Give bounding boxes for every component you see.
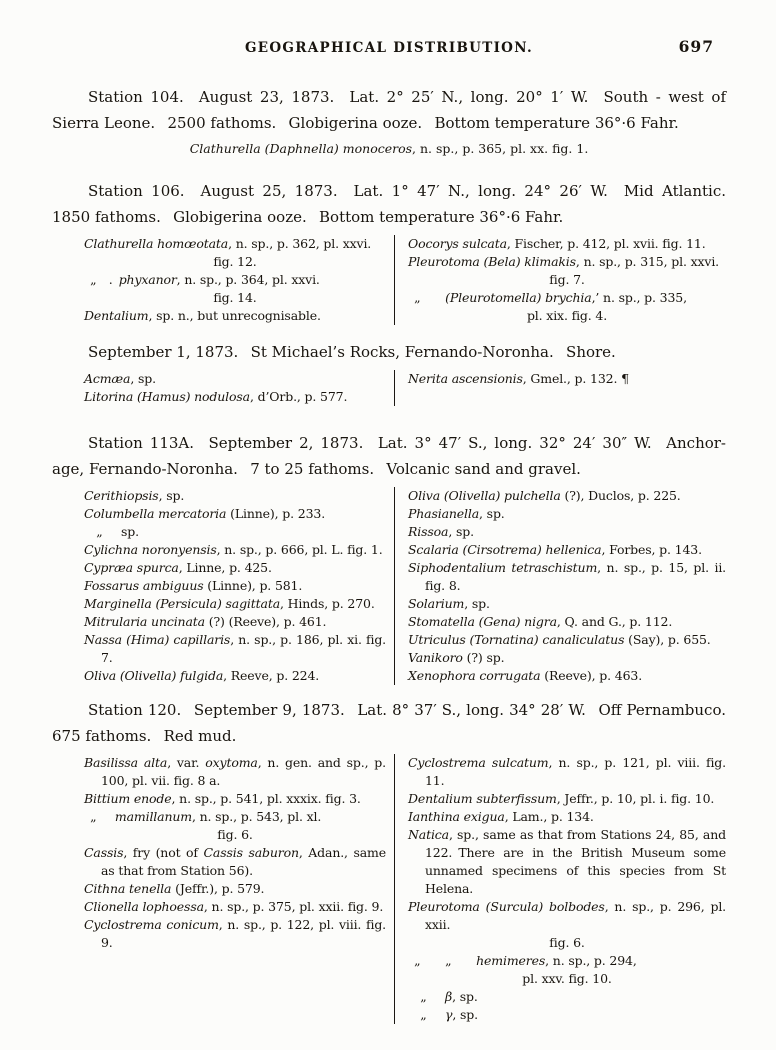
species-columns	[84, 754, 726, 1024]
species-entry: Rissoa, sp.	[408, 524, 474, 539]
page-number: 697	[678, 37, 714, 56]
station-heading-line: age, Fernando-Noronha. 7 to 25 fathoms. Volcanic sand and gravel.	[52, 460, 581, 478]
station-heading-line: Sierra Leone. 2500 fathoms. Globigerina ooze. Bottom temperature 36°·6 Fahr.	[52, 114, 679, 132]
entry-continuation: pl. xxv. fig. 10.	[522, 971, 612, 986]
species-entry: Oliva (Olivella) pulchella (?), Duclos, p. 225.	[408, 488, 681, 503]
species-entry: Oliva (Olivella) fulgida, Reeve, p. 224.	[84, 668, 320, 683]
running-title: GEOGRAPHICAL DISTRIBUTION.	[244, 40, 534, 56]
species-entry: Bittium enode, n. sp., p. 541, pl. xxxix. fig. 3.	[84, 791, 361, 806]
entry-continuation: fig. 6.	[217, 827, 253, 842]
species-entry: Dentalium subterfissum, Jeffr., p. 10, pl. i. fig. 10.	[408, 791, 715, 806]
species-entry: Nerita ascensionis, Gmel., p. 132. ¶	[408, 371, 629, 386]
species-entry: Cyclostrema sulcatum, n. sp., p. 121, pl. viii. fig. 11.	[408, 755, 726, 788]
species-entry: Vanikoro (?) sp.	[408, 650, 505, 665]
species-entry: Cerithiopsis, sp.	[84, 488, 185, 503]
species-entry: „ β, sp.	[408, 989, 478, 1004]
station-heading-line: 675 fathoms. Red mud.	[52, 727, 237, 745]
station-heading-line: Station 120. September 9, 1873. Lat. 8° 37′ S., long. 34° 28′ W. Off Pernambuco.	[88, 701, 726, 719]
page-header	[52, 37, 726, 58]
species-entry: „ γ, sp.	[408, 1007, 478, 1022]
species-entry: Fossarus ambiguus (Linne), p. 581.	[84, 578, 303, 593]
species-entry: Clionella lophoessa, n. sp., p. 375, pl. xxii. fig. 9.	[84, 899, 384, 914]
station-heading-line: September 1, 1873. St Michael’s Rocks, Fernando-Noronha. Shore.	[88, 343, 616, 361]
species-column-left	[84, 235, 394, 325]
species-entry: „ . phyxanor, n. sp., p. 364, pl. xxvi.	[84, 272, 320, 287]
station-heading-line: Station 104. August 23, 1873. Lat. 2° 25′ N., long. 20° 1′ W. South - west of	[88, 88, 726, 106]
species-entry: Dentalium, sp. n., but unrecognisable.	[84, 308, 321, 323]
station-heading-line: Station 113A. September 2, 1873. Lat. 3° 47′ S., long. 32° 24′ 30″ W. Anchor-	[88, 434, 726, 452]
species-columns	[84, 487, 726, 685]
species-entry: Litorina (Hamus) nodulosa, d’Orb., p. 577.	[84, 389, 348, 404]
species-entry: Xenophora corrugata (Reeve), p. 463.	[408, 668, 643, 683]
section-station-104	[52, 84, 726, 158]
species-entry: Solarium, sp.	[408, 596, 490, 611]
species-entry: Natica, sp., same as that from Stations 24, 85, and 122. There are in the British Museum some unnamed specimens of this species from St Helena.	[408, 827, 726, 896]
species-entry: Cyclostrema conicum, n. sp., p. 122, pl. viii. fig. 9.	[84, 917, 386, 950]
species-entry: „ mamillanum, n. sp., p. 543, pl. xl.	[84, 809, 322, 824]
station-heading-line: 1850 fathoms. Globigerina ooze. Bottom temperature 36°·6 Fahr.	[52, 208, 564, 226]
species-entry: Siphodentalium tetraschistum, n. sp., p. 15, pl. ii. fig. 8.	[408, 560, 726, 593]
species-column-left	[84, 487, 394, 685]
entry-continuation: fig. 7.	[549, 272, 585, 287]
section-station-113a	[52, 430, 726, 685]
section-station-120	[52, 697, 726, 1024]
species-column-right	[394, 235, 726, 325]
species-entry: Oocorys sulcata, Fischer, p. 412, pl. xvii. fig. 11.	[408, 236, 706, 251]
species-entry: Cylichna noronyensis, n. sp., p. 666, pl. L. fig. 1.	[84, 542, 383, 557]
species-column-left	[84, 370, 394, 406]
scanned-report-page	[52, 37, 726, 1024]
species-entry: Phasianella, sp.	[408, 506, 505, 521]
species-column-right	[394, 754, 726, 1024]
species-entry: Basilissa alta, var. oxytoma, n. gen. and sp., p. 100, pl. vii. fig. 8 a.	[84, 755, 386, 788]
species-entry: Marginella (Persicula) sagittata, Hinds, p. 270.	[84, 596, 375, 611]
entry-continuation: pl. xix. fig. 4.	[526, 308, 608, 323]
species-columns	[84, 235, 726, 325]
species-entry: Stomatella (Gena) nigra, Q. and G., p. 112.	[408, 614, 673, 629]
section-station-106	[52, 178, 726, 325]
species-entry: Clathurella homœotata, n. sp., p. 362, pl. xxvi.	[84, 236, 372, 251]
entry-continuation: fig. 6.	[549, 935, 585, 950]
species-entry: Cypræa spurca, Linne, p. 425.	[84, 560, 272, 575]
species-entry: Utriculus (Tornatina) canaliculatus (Say), p. 655.	[408, 632, 711, 647]
species-entry: Clathurella (Daphnella) monoceros, n. sp., p. 365, pl. xx. fig. 1.	[189, 141, 589, 156]
species-entry: „ sp.	[84, 524, 139, 539]
species-columns	[84, 370, 726, 406]
species-entry: Cithna tenella (Jeffr.), p. 579.	[84, 881, 265, 896]
entry-continuation: fig. 14.	[213, 290, 257, 305]
species-entry: Columbella mercatoria (Linne), p. 233.	[84, 506, 326, 521]
section-september-1	[52, 339, 726, 406]
species-entry: Acmæa, sp.	[84, 371, 156, 386]
station-heading-line: Station 106. August 25, 1873. Lat. 1° 47′ N., long. 24° 26′ W. Mid Atlantic.	[88, 182, 726, 200]
species-entry: Mitrularia uncinata (?) (Reeve), p. 461.	[84, 614, 327, 629]
species-entry: Pleurotoma (Surcula) bolbodes, n. sp., p. 296, pl. xxii.	[408, 899, 726, 932]
species-column-left	[84, 754, 394, 1024]
species-column-right	[394, 370, 726, 406]
species-column-right	[394, 487, 726, 685]
species-entry: „ „ hemimeres, n. sp., p. 294,	[408, 953, 637, 968]
species-entry: Pleurotoma (Bela) klimakis, n. sp., p. 315, pl. xxvi.	[408, 254, 719, 269]
species-entry: Ianthina exigua, Lam., p. 134.	[408, 809, 594, 824]
species-entry: Nassa (Hima) capillaris, n. sp., p. 186, pl. xi. fig. 7.	[84, 632, 386, 665]
species-entry: „ (Pleurotomella) brychia,’ n. sp., p. 335,	[408, 290, 687, 305]
species-entry: Cassis, fry (not of Cassis saburon, Adan., same as that from Station 56).	[84, 845, 386, 878]
species-entry: Scalaria (Cirsotrema) hellenica, Forbes, p. 143.	[408, 542, 702, 557]
entry-continuation: fig. 12.	[213, 254, 257, 269]
